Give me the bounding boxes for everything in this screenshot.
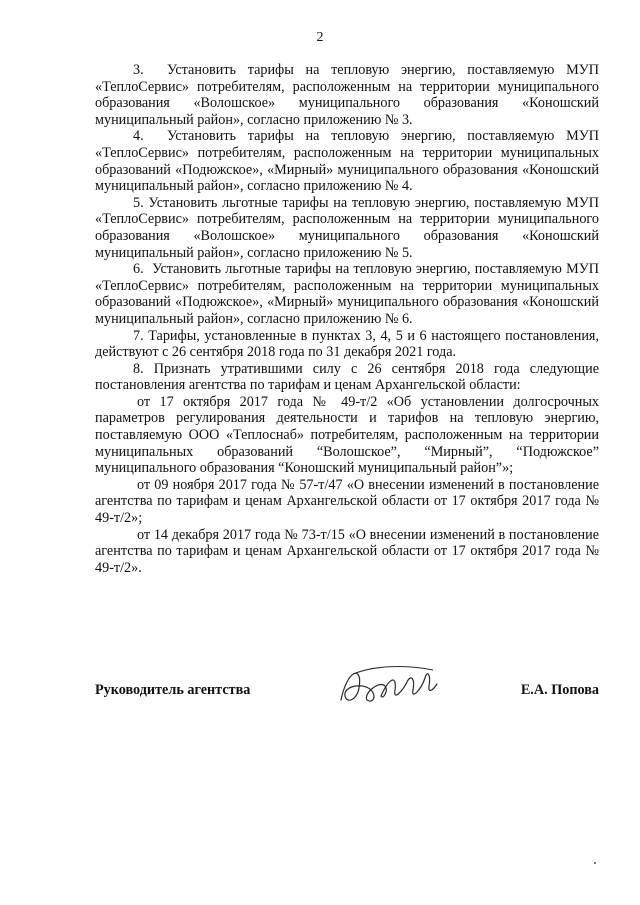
document-body [95, 62, 599, 576]
scan-speck [594, 862, 596, 864]
signatory-role: Руководитель агентства [95, 682, 251, 698]
repealed-decree-3: от 14 декабря 2017 года № 73-т/15 «О внесении изменений в постановление агентства по тарифам и ценам Архангельской области от 17 октября 2017 года № 49-т/2». [95, 526, 599, 576]
paragraph-item-4: 4. Установить тарифы на тепловую энергию, поставляемую МУП «ТеплоСервис» потребителям, расположенным на территории муниципальных образований «Подюжское», «Мирный» муниципального образования «Коношский муниципальный район», согласно приложению № 4. [95, 128, 599, 195]
page-number: 2 [316, 30, 324, 45]
paragraph-item-3: 3. Установить тарифы на тепловую энергию, поставляемую МУП «ТеплоСервис» потребителям, расположенным на территории муниципального образования «Волошское» муниципального образования «Коношский муниципальный район», согласно приложению № 3. [95, 62, 599, 128]
paragraph-item-7: 7. Тарифы, установленные в пунктах 3, 4, 5 и 6 настоящего постановления, действуют с 26 сентября 2018 года по 31 декабря 2021 года. [95, 327, 599, 361]
repealed-decree-1: от 17 октября 2017 года № 49-т/2 «Об установлении долгосрочных параметров регулирования деятельности и тарифов на тепловую энергию, поставляемую ООО «Теплоснаб» потребителям, расположенным на территории муниципальных образований “Волошское”, “Мирный”, “Подюжское” муниципального образования “Коношский муниципальный район”»; [95, 393, 599, 477]
signature-block [95, 672, 599, 712]
signatory-name: Е.А. Попова [520, 682, 599, 698]
paragraph-item-8: 8. Признать утратившими силу с 26 сентября 2018 года следующие постановления агентства по тарифам и ценам Архангельской области: [95, 360, 599, 394]
signature-icon [333, 660, 443, 712]
paragraph-item-5: 5. Установить льготные тарифы на тепловую энергию, поставляемую МУП «ТеплоСервис» потребителям, расположенным на территории муниципального образования «Волошское» муниципального образования «Коношский муниципальный район», согласно приложению № 5. [95, 194, 599, 261]
repealed-decree-2: от 09 ноября 2017 года № 57-т/47 «О внесении изменений в постановление агентства по тарифам и ценам Архангельской области от 17 октября 2017 года № 49-т/2»; [95, 476, 599, 527]
paragraph-item-6: 6. Установить льготные тарифы на тепловую энергию, поставляемую МУП «ТеплоСервис» потребителям, расположенным на территории муниципальных образований «Подюжское», «Мирный» муниципального образования «Коношский муниципальный район», согласно приложению № 6. [95, 261, 599, 327]
